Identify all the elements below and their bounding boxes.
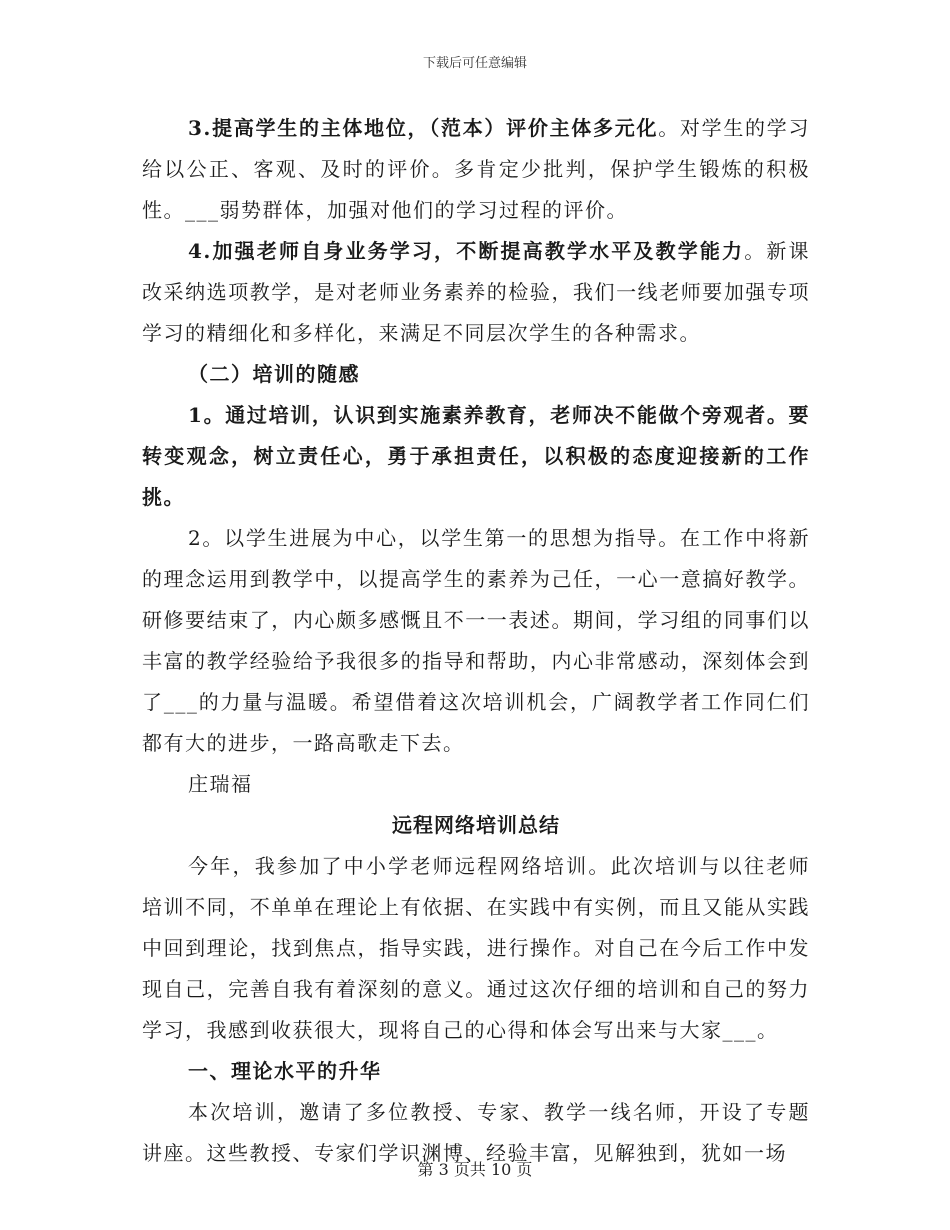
paragraph-1-text: 。对学生的学习给以公正、客观、及时的评价。多肯定少批判，保护学生锻炼的积极性。___弱势群体，加强对他们的学习过程的评价。: [142, 116, 810, 222]
author-name: 庄瑞福: [188, 772, 253, 796]
document-body: [142, 108, 810, 1174]
section-heading-1: 一、理论水平的升华: [188, 1059, 382, 1083]
page-header: 下载后可任意编辑: [422, 56, 527, 71]
paragraph-2-bold: 4.加强老师自身业务学习，不断提高教学水平及教学能力: [188, 239, 745, 263]
paragraph-1-bold: 3.提高学生的主体地位，（范本）评价主体多元化: [188, 116, 659, 140]
paragraph-8: 今年，我参加了中小学老师远程网络培训。此次培训与以往老师培训不同，不单单在理论上有依据、在实践中有实例，而且又能从实践中回到理论，找到焦点，指导实践，进行操作。对自己在今后工作中发现自己，完善自我有着深刻的意义。通过这次仔细的培训和自己的努力学习，我感到收获很大，现将自己的心得和体会写出来与大家___。: [142, 854, 810, 1042]
section-heading-2: （二）培训的随感: [188, 362, 360, 386]
paragraph-2-text: 。新课改采纳选项教学，是对老师业务素养的检验，我们一线老师要加强专项学习的精细化和多样化，来满足不同层次学生的各种需求。: [142, 239, 810, 345]
paragraph-4: 1。通过培训，认识到实施素养教育，老师决不能做个旁观者。要转变观念，树立责任心，勇于承担责任，以积极的态度迎接新的工作挑。: [142, 403, 810, 509]
paragraph-1: [142, 108, 810, 231]
article-title: 远程网络培训总结: [392, 813, 560, 837]
paragraph-10: 本次培训，邀请了多位教授、专家、教学一线名师，开设了专题讲座。这些教授、专家们学识渊博、经验丰富，见解独到，犹如一场: [142, 1100, 810, 1165]
paragraph-2: [142, 231, 810, 354]
paragraph-5: 2。以学生进展为中心，以学生第一的思想为指导。在工作中将新的理念运用到教学中，以提高学生的素养为己任，一心一意搞好教学。研修要结束了，内心颇多感慨且不一一表述。期间，学习组的同事们以丰富的教学经验给予我很多的指导和帮助，内心非常感动，深刻体会到了___的力量与温暖。希望借着这次培训机会，广阔教学者工作同仁们都有大的进步，一路高歌走下去。: [142, 526, 810, 755]
page-footer: 第 3 页共 10 页: [417, 1160, 533, 1179]
